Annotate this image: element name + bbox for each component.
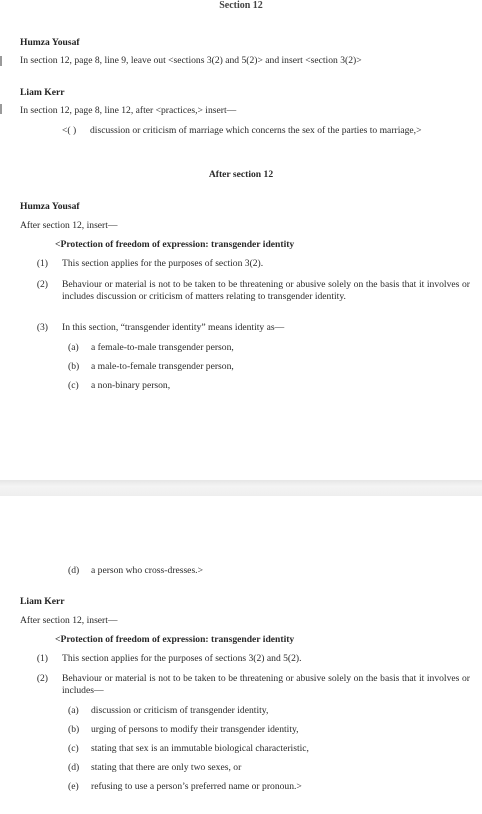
subitem-text: refusing to use a person’s preferred name or pronoun.> bbox=[91, 781, 302, 792]
item-text: Behaviour or material is not to be taken to be threatening or abusive solely on the basis that it involves or includes discussion or criticism of matters relating to transgender identity. bbox=[62, 279, 470, 303]
member-name: Liam Kerr bbox=[20, 87, 65, 98]
member-name: Humza Yousaf bbox=[20, 201, 80, 212]
item-number: (1) bbox=[36, 653, 48, 664]
subitem-number: (c) bbox=[68, 380, 79, 391]
subitem-text: a male-to-female transgender person, bbox=[91, 361, 234, 372]
subitem-number: (a) bbox=[68, 705, 79, 716]
subitem-text: a non-binary person, bbox=[91, 380, 171, 391]
subitem-number: (d) bbox=[68, 565, 80, 576]
item-number: (3) bbox=[36, 322, 48, 333]
subitem-number: (e) bbox=[68, 781, 79, 792]
section-header-text: Section 12 bbox=[219, 0, 263, 10]
insert-number: <( ) bbox=[62, 125, 77, 136]
amendment-instruction: In section 12, page 8, line 9, leave out <sections 3(2) and 5(2)> and insert <section 3(2)> bbox=[20, 55, 362, 66]
subitem-text: urging of persons to modify their transgender identity, bbox=[91, 724, 299, 735]
subitem-number: (d) bbox=[68, 762, 80, 773]
member-name: Humza Yousaf bbox=[20, 37, 80, 48]
margin-marker bbox=[0, 104, 2, 114]
subitem-text: stating that there are only two sexes, or bbox=[91, 762, 242, 773]
subitem-number: (b) bbox=[68, 361, 80, 372]
amendment-instruction: After section 12, insert— bbox=[20, 220, 118, 231]
margin-marker bbox=[0, 56, 2, 66]
subitem-number: (a) bbox=[68, 342, 79, 353]
subitem-number: (b) bbox=[68, 724, 80, 735]
subitem-text: a female-to-male transgender person, bbox=[91, 342, 234, 353]
insert-text: discussion or criticism of marriage which concerns the sex of the parties to marriage,> bbox=[90, 125, 422, 136]
after-section-heading: After section 12 bbox=[208, 169, 274, 180]
item-text: This section applies for the purposes of sections 3(2) and 5(2). bbox=[62, 653, 302, 664]
amendment-instruction: In section 12, page 8, line 12, after <practices,> insert— bbox=[20, 105, 237, 116]
subitem-text: discussion or criticism of transgender identity, bbox=[91, 705, 269, 716]
item-text: Behaviour or material is not to be taken to be threatening or abusive solely on the basis that it involves or includes— bbox=[62, 673, 470, 697]
subitem-text: stating that sex is an immutable biological characteristic, bbox=[91, 743, 309, 754]
item-text: This section applies for the purposes of section 3(2). bbox=[62, 258, 264, 269]
item-text: In this section, “transgender identity” means identity as— bbox=[62, 322, 285, 333]
subitem-text: a person who cross-dresses.> bbox=[91, 565, 203, 576]
page-break bbox=[0, 480, 482, 496]
item-number: (1) bbox=[36, 258, 48, 269]
item-number: (2) bbox=[36, 673, 48, 684]
provision-title: <Protection of freedom of expression: transgender identity bbox=[55, 634, 295, 645]
amendment-instruction: After section 12, insert— bbox=[20, 615, 118, 626]
section-header bbox=[0, 0, 482, 10]
provision-title: <Protection of freedom of expression: transgender identity bbox=[55, 239, 295, 250]
item-number: (2) bbox=[36, 279, 48, 290]
subitem-number: (c) bbox=[68, 743, 79, 754]
member-name: Liam Kerr bbox=[20, 596, 65, 607]
document-page-2 bbox=[0, 496, 482, 814]
